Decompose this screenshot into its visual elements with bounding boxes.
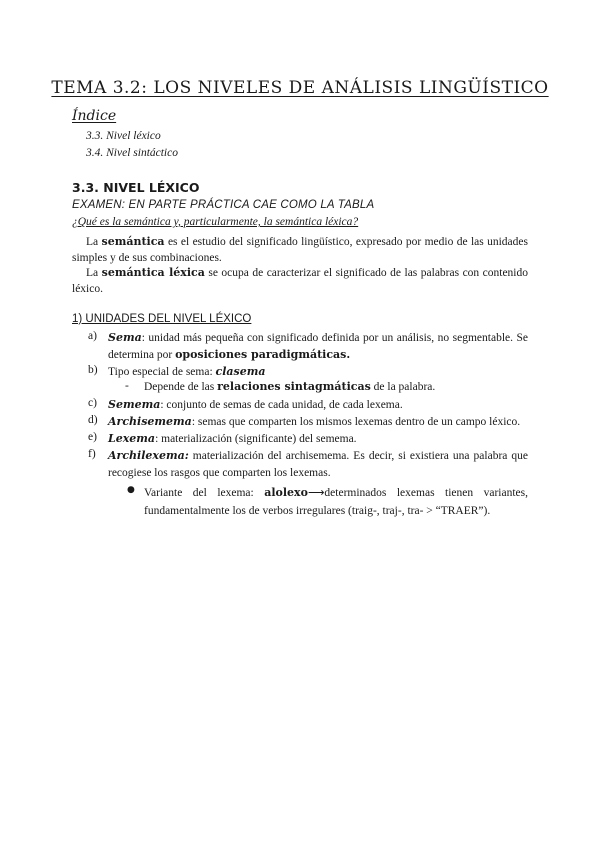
paragraph-lexical-semantics <box>72 265 528 297</box>
sub-item-rest: de la palabra. <box>370 381 436 393</box>
index-heading: Índice <box>72 108 117 124</box>
list-item-archisemema <box>108 414 528 431</box>
list-marker: f) <box>88 448 96 460</box>
p1-rest: es el estudio del significado lingüístico, expresado por medio de las unidades simples y de sus combinaciones. <box>72 236 528 264</box>
p2-rest: se ocupa de caracterizar el significado de las palabras con contenido léxico. <box>72 267 529 295</box>
p1-bold-term: semántica <box>101 235 165 248</box>
term: clasema <box>215 365 266 378</box>
sub-item-text: Depende de las <box>144 381 218 393</box>
list-item-archilexema <box>108 448 528 481</box>
sub-list-item <box>144 380 435 393</box>
p2-bold-term: semántica léxica <box>101 266 205 279</box>
item-text: : semas que comparten los mismos lexemas dentro de un campo léxico. <box>191 416 521 428</box>
list-marker: e) <box>88 431 97 443</box>
list-marker: a) <box>88 330 97 342</box>
bullet-icon: ● <box>127 485 135 495</box>
list-item-semema <box>108 397 528 414</box>
list-marker: b) <box>88 364 98 376</box>
term: Sema <box>108 331 142 344</box>
bullet-bold-term: alolexo <box>264 486 308 499</box>
list-item-clasema <box>108 364 528 381</box>
item-text: materialización del archisemema. Es decir, si existiera una palabra que recogiese los rasgos que comparten los lexemas. <box>108 450 528 479</box>
item-text: : unidad más pequeña con significado definida por un análisis, no segmentable. Se determina por <box>108 332 528 361</box>
bullet-item-alolexo <box>144 484 528 520</box>
p2-start: La <box>86 267 102 279</box>
sub-list-marker: - <box>125 380 129 392</box>
exam-note: EXAMEN: EN PARTE PRÁCTICA CAE COMO LA TABLA <box>72 199 375 211</box>
question-heading: ¿Qué es la semántica y, particularmente, la semántica léxica? <box>72 216 359 228</box>
list-marker: c) <box>88 397 97 409</box>
term: Archilexema: <box>108 449 189 462</box>
item-text: : materialización (significante) del semema. <box>155 433 357 445</box>
sub-item-bold: relaciones sintagmáticas <box>217 380 371 393</box>
units-heading: 1) UNIDADES DEL NIVEL LÉXICO <box>72 313 252 325</box>
term: Lexema <box>108 432 156 445</box>
item-text: : conjunto de semas de cada unidad, de cada lexema. <box>160 399 403 411</box>
item-text: Tipo especial de sema: <box>108 366 216 378</box>
list-item-sema <box>108 330 528 363</box>
bullet-text-rest: ⟶determinados lexemas tienen variantes, fundamentalmente los de verbos irregulares (traig-, traj-, tra- > “TRAER”). <box>144 487 528 517</box>
term: Archisemema <box>108 415 192 428</box>
paragraph-semantics <box>72 234 528 266</box>
page-title: TEMA 3.2: LOS NIVELES DE ANÁLISIS LINGÜÍSTICO <box>51 78 549 98</box>
bullet-text-start: Variante del lexema: <box>144 487 265 499</box>
list-item-lexema <box>108 431 528 448</box>
section-heading: 3.3. NIVEL LÉXICO <box>72 180 200 195</box>
list-marker: d) <box>88 414 98 426</box>
p1-start: La <box>86 236 102 248</box>
index-item: 3.3. Nivel léxico <box>86 130 161 142</box>
index-item: 3.4. Nivel sintáctico <box>86 147 178 159</box>
item-bold: oposiciones paradigmáticas. <box>175 347 351 361</box>
term: Semema <box>108 398 161 411</box>
